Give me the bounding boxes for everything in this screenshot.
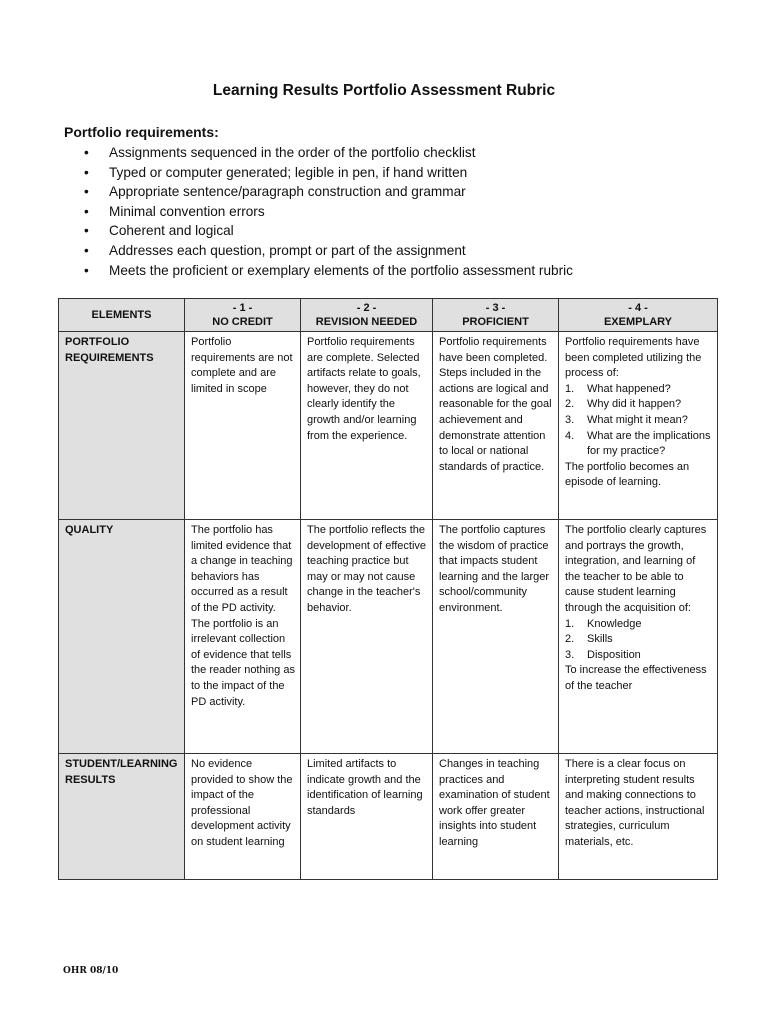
requirement-text: Addresses each question, prompt or part of the assignment xyxy=(109,242,466,258)
rubric-row-portfolio-requirements xyxy=(59,332,718,520)
requirement-item xyxy=(84,143,573,163)
list-item xyxy=(565,413,713,429)
bullet-icon: • xyxy=(84,184,89,200)
requirement-item xyxy=(84,182,573,202)
cell-no-credit: Portfolio requirements are not complete and are limited in scope xyxy=(185,332,301,520)
header-row xyxy=(59,299,718,332)
requirement-item xyxy=(84,163,573,183)
header-revision-needed xyxy=(301,299,433,332)
requirement-text: Appropriate sentence/paragraph construction and grammar xyxy=(109,184,466,200)
cell-revision-needed: Portfolio requirements are complete. Selected artifacts relate to goals, however, they do not clearly identify the growth and/or learning from the experience. xyxy=(301,332,433,520)
rubric-table xyxy=(58,298,718,880)
rubric-row-quality xyxy=(59,520,718,754)
list-text: Skills xyxy=(587,633,613,646)
list-number: 1. xyxy=(565,382,575,395)
list-number: 2. xyxy=(565,633,575,646)
cell-revision-needed: The portfolio reflects the development of effective teaching practice but may or may not cause change in the teacher's behavior. xyxy=(301,520,433,754)
list-item xyxy=(565,382,713,398)
list-number: 1. xyxy=(565,617,575,630)
cell-proficient: The portfolio captures the wisdom of practice that impacts student learning and the larger school/community environment. xyxy=(433,520,559,754)
level-number: - 2 - xyxy=(356,302,377,314)
list-item xyxy=(565,632,713,648)
requirement-item xyxy=(84,261,573,281)
header-exemplary xyxy=(559,299,718,332)
process-list xyxy=(565,382,713,460)
element-student-learning-results: STUDENT/LEARNING RESULTS xyxy=(59,754,185,880)
list-text: Disposition xyxy=(587,648,641,661)
list-text: Knowledge xyxy=(587,617,642,630)
rubric-row-student-learning-results xyxy=(59,754,718,880)
element-quality: QUALITY xyxy=(59,520,185,754)
requirement-item xyxy=(84,202,573,222)
list-text: What happened? xyxy=(587,382,671,395)
exemplary-intro: The portfolio clearly captures and portrays the growth, integration, and learning of the teacher to be able to cause student learning through the acquisition of: xyxy=(565,524,707,614)
requirement-item xyxy=(84,221,573,241)
level-number: - 1 - xyxy=(232,302,253,314)
cell-proficient: Portfolio requirements have been completed. Steps included in the actions are logical and reasonable for the goal achievement and demonstrate attention to local or national standards of practice. xyxy=(433,332,559,520)
exemplary-outro: To increase the effectiveness of the teacher xyxy=(565,664,707,692)
element-portfolio-requirements: PORTFOLIO REQUIREMENTS xyxy=(59,332,185,520)
cell-exemplary xyxy=(559,332,718,520)
list-item xyxy=(565,617,713,633)
list-text: What might it mean? xyxy=(587,413,688,426)
level-label: PROFICIENT xyxy=(462,316,529,328)
requirement-item xyxy=(84,241,573,261)
bullet-icon: • xyxy=(84,164,89,180)
bullet-icon: • xyxy=(84,223,89,239)
page-title: Learning Results Portfolio Assessment Rubric xyxy=(212,82,556,99)
cell-proficient: Changes in teaching practices and examination of student work offer greater insights into student learning xyxy=(433,754,559,880)
requirement-text: Coherent and logical xyxy=(109,223,234,239)
requirement-text: Minimal convention errors xyxy=(109,203,265,219)
list-number: 3. xyxy=(565,648,575,661)
list-number: 4. xyxy=(565,429,575,442)
level-number: - 4 - xyxy=(628,302,648,314)
requirements-list xyxy=(84,143,573,280)
list-number: 2. xyxy=(565,398,575,411)
cell-exemplary: There is a clear focus on interpreting student results and making connections to teacher actions, instructional strategies, curriculum materials, etc. xyxy=(559,754,718,880)
level-label: EXEMPLARY xyxy=(603,316,673,328)
list-text: Why did it happen? xyxy=(587,398,682,411)
header-no-credit xyxy=(185,299,301,332)
exemplary-intro: Portfolio requirements have been completed utilizing the process of: xyxy=(565,336,702,380)
list-item xyxy=(565,648,713,664)
requirement-text: Assignments sequenced in the order of the portfolio checklist xyxy=(109,145,476,160)
cell-no-credit: No evidence provided to show the impact of the professional development activity on student learning xyxy=(185,754,301,880)
cell-exemplary xyxy=(559,520,718,754)
list-text: What are the implications for my practice? xyxy=(587,429,711,458)
bullet-icon: • xyxy=(84,242,89,258)
requirement-text: Typed or computer generated; legible in pen, if hand written xyxy=(109,164,468,180)
acquisition-list xyxy=(565,617,713,664)
bullet-icon: • xyxy=(84,203,89,219)
level-label: REVISION NEEDED xyxy=(315,316,418,328)
list-item xyxy=(565,397,713,413)
bullet-icon: • xyxy=(84,262,89,278)
bullet-icon: • xyxy=(84,145,89,160)
cell-revision-needed: Limited artifacts to indicate growth and the identification of learning standards xyxy=(301,754,433,880)
header-proficient xyxy=(433,299,559,332)
header-elements: ELEMENTS xyxy=(59,299,185,332)
list-item xyxy=(565,429,713,460)
level-number: - 3 - xyxy=(485,302,506,314)
list-number: 3. xyxy=(565,413,575,426)
requirements-heading: Portfolio requirements: xyxy=(64,124,219,140)
cell-no-credit: The portfolio has limited evidence that a change in teaching behaviors has occurred as a result of the PD activity. The portfolio is an irrelevant collection of evidence that tells the reader nothing as to the impact of the PD activity. xyxy=(185,520,301,754)
requirement-text: Meets the proficient or exemplary elements of the portfolio assessment rubric xyxy=(109,262,573,278)
level-label: NO CREDIT xyxy=(212,316,273,328)
exemplary-outro: The portfolio becomes an episode of learning. xyxy=(565,460,690,489)
footer-code: OHR 08/10 xyxy=(63,966,119,976)
